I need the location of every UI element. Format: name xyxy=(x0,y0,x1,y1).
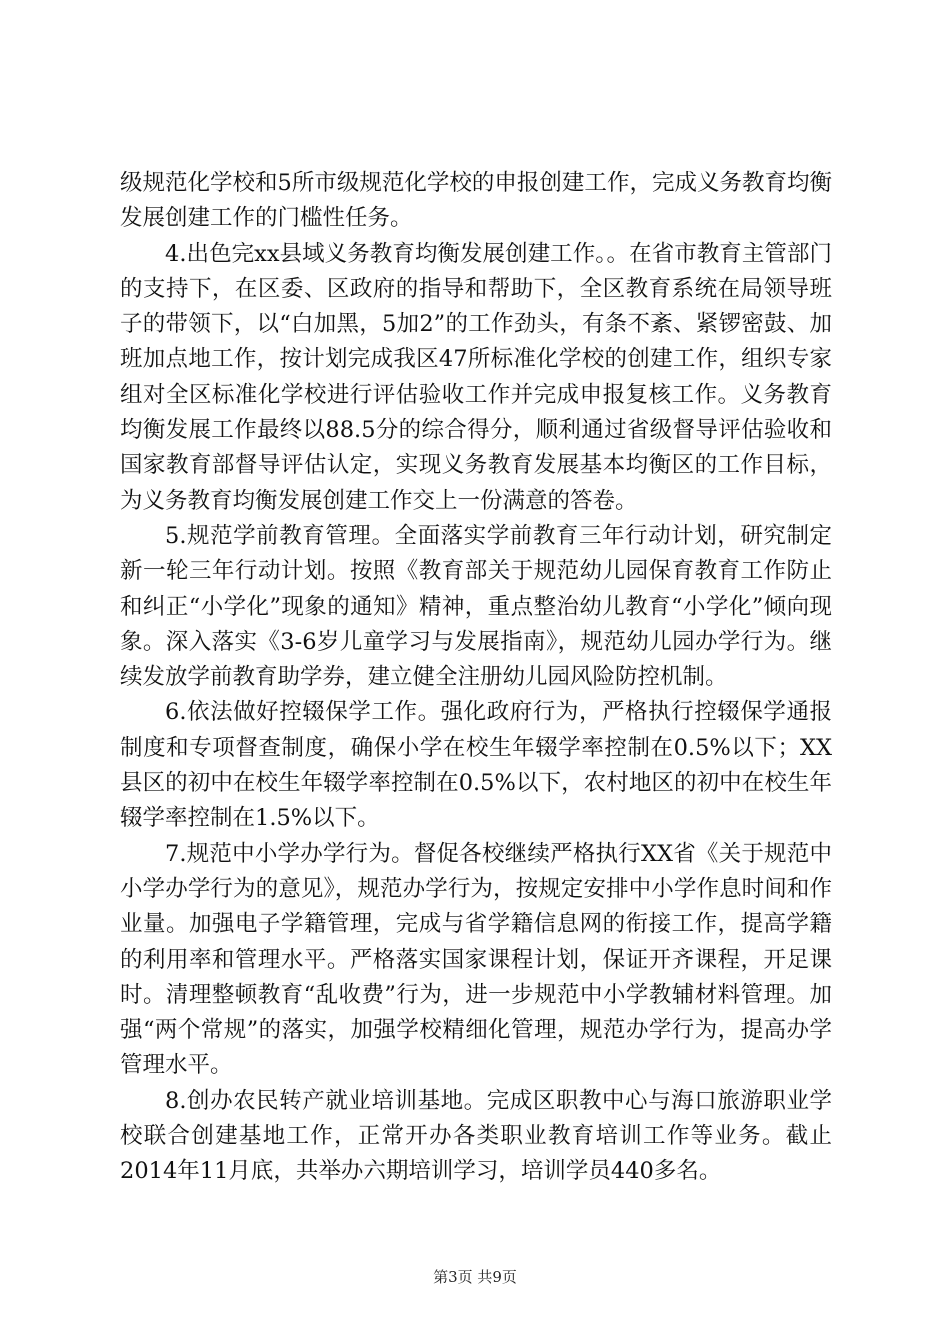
page-number-footer: 第3页 共9页 xyxy=(433,1268,517,1286)
paragraph-item-8: 8.创办农民转产就业培训基地。完成区职教中心与海口旅游职业学校联合创建基地工作，正常开办各类职业教育培训工作等业务。截止2014年11月底，共举办六期培训学习，培训学员440多名。 xyxy=(120,1087,832,1185)
paragraph-item-5: 5.规范学前教育管理。全面落实学前教育三年行动计划，研究制定新一轮三年行动计划。按照《教育部关于规范幼儿园保育教育工作防止和纠正“小学化”现象的通知》精神，重点整治幼儿教育“小学化”倾向现象。深入落实《3-6岁儿童学习与发展指南》，规范幼儿园办学行为。继续发放学前教育助学券，建立健全注册幼儿园风险防控机制。 xyxy=(120,522,832,691)
paragraph-item-6: 6.依法做好控辍保学工作。强化政府行为，严格执行控辍保学通报制度和专项督查制度，确保小学在校生年辍学率控制在0.5%以下；XX县区的初中在校生年辍学率控制在0.5%以下，农村地区的初中在校生年辍学率控制在1.5%以下。 xyxy=(120,699,832,832)
paragraph-item-4: 4.出色完xx县域义务教育均衡发展创建工作。。在省市教育主管部门的支持下，在区委、区政府的指导和帮助下，全区教育系统在局领导班子的带领下，以“白加黑，5加2”的工作劲头，有条不紊、紧锣密鼓、加班加点地工作，按计划完成我区47所标准化学校的创建工作，组织专家组对全区标准化学校进行评估验收工作并完成申报复核工作。义务教育均衡发展工作最终以88.5分的综合得分，顺利通过省级督导评估验收和国家教育部督导评估认定，实现义务教育发展基本均衡区的工作目标，为义务教育均衡发展创建工作交上一份满意的答卷。 xyxy=(120,240,832,514)
document-body xyxy=(120,166,832,1190)
paragraph-continuation: 级规范化学校和5所市级规范化学校的申报创建工作，完成义务教育均衡发展创建工作的门槛性任务。 xyxy=(120,170,832,232)
paragraph-item-7: 7.规范中小学办学行为。督促各校继续严格执行XX省《关于规范中小学办学行为的意见》，规范办学行为，按规定安排中小学作息时间和作业量。加强电子学籍管理，完成与省学籍信息网的衔接工作，提高学籍的利用率和管理水平。严格落实国家课程计划，保证开齐课程，开足课时。清理整顿教育“乱收费”行为，进一步规范中小学教辅材料管理。加强“两个常规”的落实，加强学校精细化管理，规范办学行为，提高办学管理水平。 xyxy=(120,840,832,1079)
